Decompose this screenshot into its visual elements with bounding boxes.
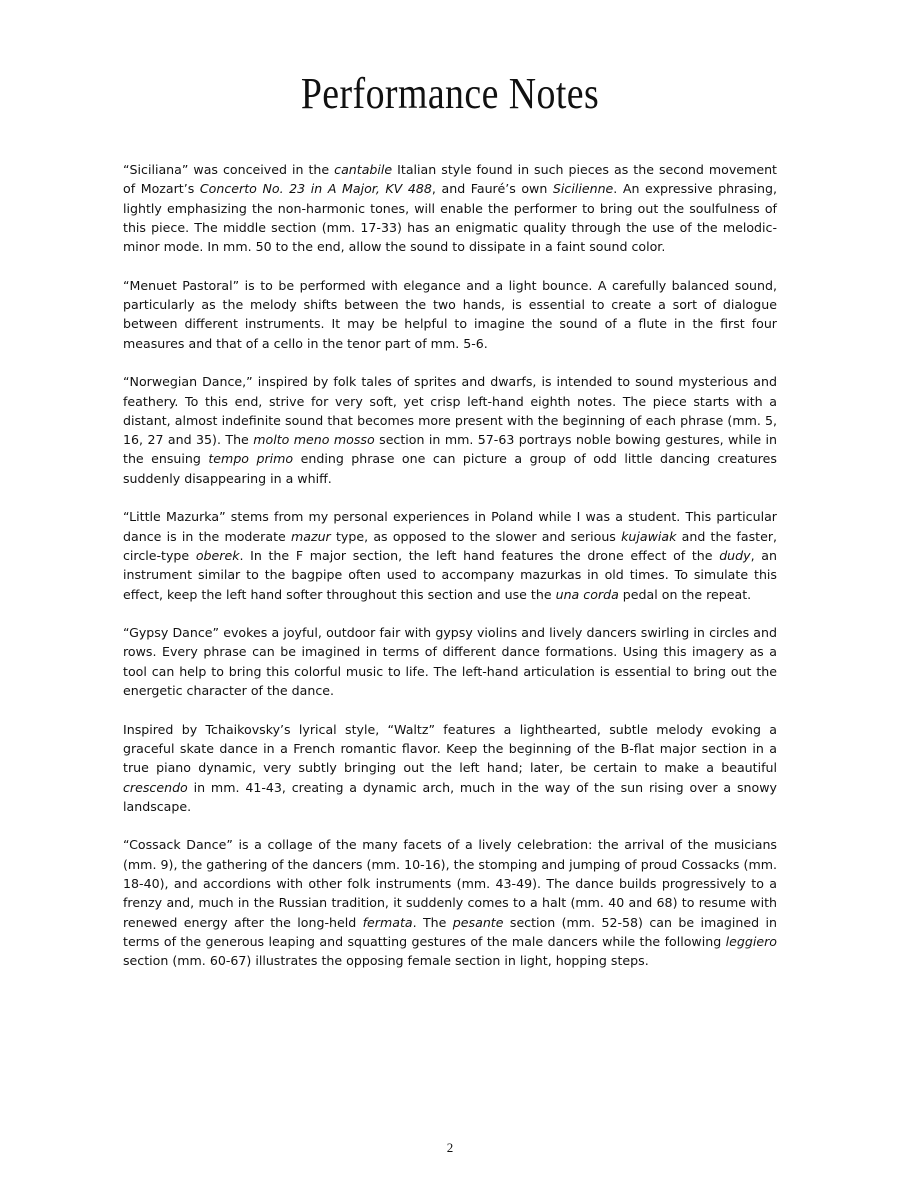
italic-text-run: molto meno mosso (253, 432, 375, 448)
text-run: in mm. 41-43, creating a dynamic arch, much in the way of the sun rising over a snowy landscape. (123, 779, 777, 814)
performance-notes-body (123, 160, 777, 990)
paragraph (123, 372, 777, 488)
text-run: “Norwegian Dance,” inspired by folk tales of sprites and dwarfs, is intended to sound mysterious and feathery. To this end, strive for very soft, yet crisp left-hand eighth notes. The piece starts with a distant, almost indefinite sound that becomes more present with the beginning of each phrase (mm. 5, 16, 27 and 35). The (123, 374, 777, 448)
page-title: Performance Notes (300, 69, 600, 118)
text-run: . The (412, 914, 453, 930)
text-run: . In the F major section, the left hand features the drone effect of the (239, 547, 720, 563)
italic-text-run: una corda (555, 586, 619, 602)
text-run: “Siciliana” was conceived in the (123, 162, 335, 177)
italic-text-run: cantabile (334, 162, 393, 177)
text-run: , and Fauré’s own (431, 181, 553, 197)
italic-text-run: Concerto No. 23 in A Major, KV 488 (199, 181, 432, 197)
italic-text-run: mazur (290, 528, 331, 544)
text-run: “Cossack Dance” is a collage of the many facets of a lively celebration: the arrival of the musicians (mm. 9), the gathering of the dancers (mm. 10-16), the stomping and jumping of proud Cossacks (mm. 18-40), and accordions with other folk instruments (mm. 43-49). The dance builds progressively to a frenzy and, much in the Russian tradition, it suddenly comes to a halt (mm. 40 and 68) to resume with renewed energy after the long-held (123, 837, 777, 930)
text-run: type, as opposed to the slower and serious (330, 528, 622, 544)
paragraph (123, 160, 777, 256)
text-run: , an instrument similar to the bagpipe often used to accompany mazurkas in old times. To simulate this effect, keep the left hand softer throughout this section and use the (123, 547, 777, 602)
text-run: section in mm. 57-63 portrays noble bowing gestures, while in the ensuing (123, 432, 777, 467)
text-run: “Menuet Pastoral” is to be performed with elegance and a light bounce. A carefully balanced sound, particularly as the melody shifts between the two hands, is essential to create a sort of dialogue between different instruments. It may be helpful to imagine the sound of a flute in the first four measures and that of a cello in the tenor part of mm. 5-6. (123, 277, 777, 351)
text-run: pedal on the repeat. (618, 586, 752, 602)
paragraph (123, 507, 777, 603)
italic-text-run: fermata (362, 914, 413, 930)
paragraph (123, 276, 777, 353)
text-run: Inspired by Tchaikovsky’s lyrical style, “Waltz” features a lighthearted, subtle melody evoking a graceful skate dance in a French romantic flavor. Keep the beginning of the B-flat major section in a true piano dynamic, very subtly bringing out the left hand; later, be certain to make a beautiful (123, 721, 777, 776)
paragraph (123, 835, 777, 970)
italic-text-run: dudy (719, 547, 751, 563)
text-run: and the faster, circle-type (123, 528, 778, 563)
italic-text-run: crescendo (123, 779, 188, 795)
text-run: ending phrase one can picture a group of odd little dancing creatures suddenly disappearing in a whiff. (123, 451, 777, 486)
italic-text-run: oberek (195, 547, 240, 563)
italic-text-run: tempo primo (208, 451, 294, 467)
text-run: section (mm. 52-58) can be imagined in terms of the generous leaping and squatting gestures of the male dancers while the following (123, 914, 778, 949)
italic-text-run: kujawiak (621, 528, 677, 544)
paragraph (123, 623, 777, 700)
page-number: 2 (446, 1140, 454, 1155)
italic-text-run: leggiero (725, 933, 777, 949)
paragraph (123, 720, 777, 816)
italic-text-run: Sicilienne (552, 181, 614, 197)
text-run: Italian style found in such pieces as the second movement of Mozart’s (123, 162, 777, 197)
italic-text-run: pesante (452, 914, 504, 930)
text-run: “Little Mazurka” stems from my personal experiences in Poland while I was a student. This particular dance is in the moderate (123, 509, 777, 544)
text-run: “Gypsy Dance” evokes a joyful, outdoor fair with gypsy violins and lively dancers swirling in circles and rows. Every phrase can be imagined in terms of different dance formations. Using this imagery as a tool can help to bring this colorful music to life. The left-hand articulation is essential to bring out the energetic character of the dance. (123, 625, 777, 699)
text-run: section (mm. 60-67) illustrates the opposing female section in light, hopping steps. (123, 953, 649, 969)
text-run: . An expressive phrasing, lightly emphasizing the non-harmonic tones, will enable the performer to bring out the soulfulness of this piece. The middle section (mm. 17-33) has an enigmatic quality through the use of the melodic-minor mode. In mm. 50 to the end, allow the sound to dissipate in a faint sound color. (123, 181, 777, 255)
